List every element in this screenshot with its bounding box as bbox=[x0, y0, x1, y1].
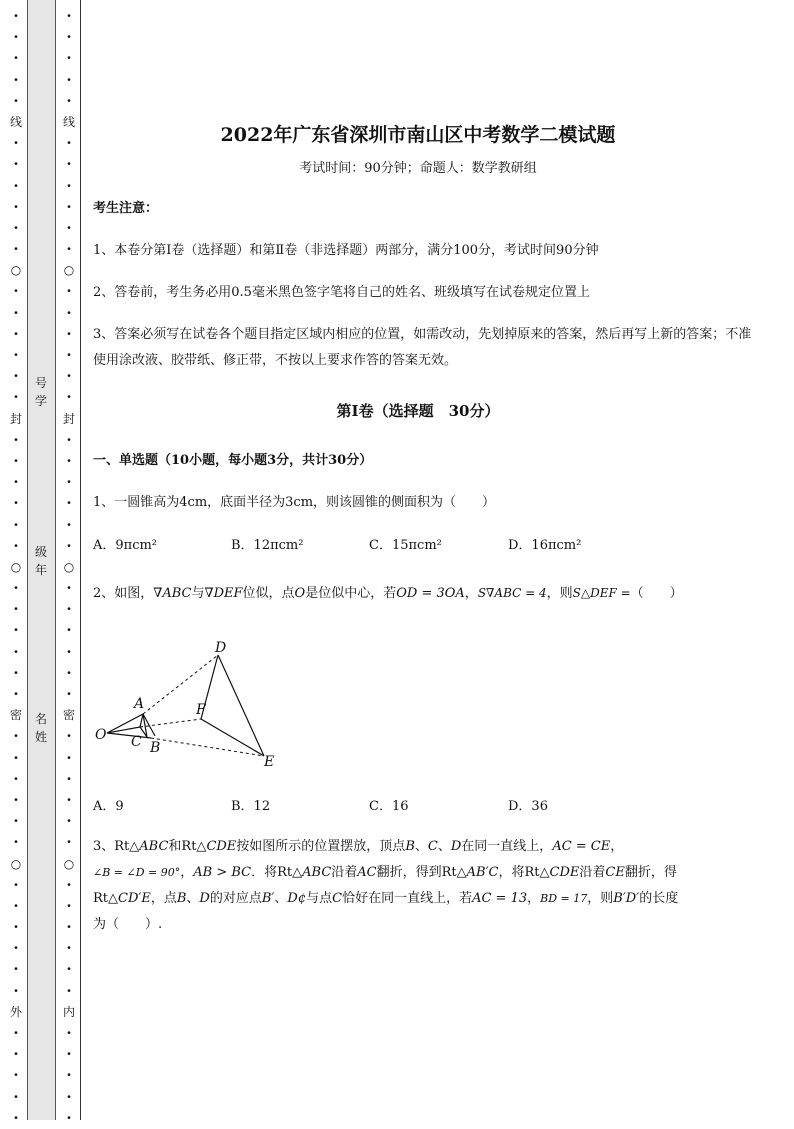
seal-char-xian: 线 bbox=[10, 114, 23, 129]
section-title: 第Ⅰ卷（选择题 30分） bbox=[336, 402, 500, 420]
dashed-BE bbox=[151, 738, 264, 756]
similar-triangles-figure bbox=[93, 635, 293, 770]
label-E: E bbox=[264, 754, 275, 770]
field-label-student-number: 号学 bbox=[34, 376, 47, 408]
question-1-option-d: D．16πcm² bbox=[508, 538, 582, 553]
field-label-grade: 级年 bbox=[34, 545, 47, 577]
label-B: B bbox=[150, 740, 161, 756]
question-3-line-2: ∠B = ∠D = 90°，AB > BC．将Rt△ABC沿着AC翻折，得到Rt△AB′C，将Rt△CDE沿着CE翻折，得 bbox=[93, 865, 677, 880]
label-D: D bbox=[215, 640, 227, 656]
label-F: F bbox=[196, 702, 206, 718]
exam-subtitle: 考试时间：90分钟；命题人：数学教研组 bbox=[299, 161, 537, 176]
outer-seal-column: · · · · · 线 · · · · · · ○ · · · · · · 封 · · · · · · ○ · · · · · · 密 · · · · · · ○ · · · · · · 外 · · · · · bbox=[10, 7, 23, 1127]
dashed-AD bbox=[143, 655, 218, 714]
field-label-name: 名姓 bbox=[34, 712, 47, 744]
part-heading: 一、单选题（10小题，每小题3分，共计30分） bbox=[93, 453, 373, 468]
question-1-option-a: A．9πcm² bbox=[93, 538, 158, 553]
seal-char-mi: 密 bbox=[63, 708, 76, 723]
circle-icon: ○ bbox=[63, 263, 75, 278]
notice-heading: 考生注意： bbox=[93, 201, 159, 216]
seal-char-feng: 封 bbox=[10, 411, 23, 426]
question-2-option-b: B．12 bbox=[231, 799, 271, 814]
question-3-line-4: 为（ ）. bbox=[93, 917, 163, 932]
circle-icon: ○ bbox=[63, 856, 75, 871]
question-2-option-c: C．16 bbox=[369, 799, 409, 814]
question-1-option-c: C．15πcm² bbox=[369, 538, 442, 553]
label-A: A bbox=[134, 696, 145, 712]
notice-item-2: 2、答卷前，考生务必用0.5毫米黑色签字笔将自己的姓名、班级填写在试卷规定位置上 bbox=[93, 285, 590, 300]
circle-icon: ○ bbox=[10, 263, 22, 278]
question-2-option-a: A．9 bbox=[93, 799, 124, 814]
notice-item-3: 3、答案必须写在试卷各个题目指定区域内相应的位置，如需改动，先划掉原来的答案，然后再写上新的答案；不准使用涂改液、胶带纸、修正带，不按以上要求作答的答案无效。 bbox=[93, 327, 752, 368]
question-3-line-1: 3、Rt△ABC和Rt△CDE按如图所示的位置摆放，顶点B、C、D在同一直线上，AC = CE， bbox=[93, 839, 624, 854]
circle-icon: ○ bbox=[10, 559, 22, 574]
seal-char-mi: 密 bbox=[10, 708, 23, 723]
seal-char-wai: 外 bbox=[10, 1004, 23, 1019]
inner-seal-column: · · · · · 线 · · · · · · ○ · · · · · · 封 · · · · · · ○ · · · · · · 密 · · · · · · ○ · · · · · · 内 · · · · · bbox=[63, 7, 76, 1127]
circle-icon: ○ bbox=[10, 856, 22, 871]
seal-char-feng: 封 bbox=[63, 411, 76, 426]
question-1-option-b: B．12πcm² bbox=[231, 538, 304, 553]
question-3-line-3: Rt△CD′E，点B、D的对应点B′、D¢与点C恰好在同一直线上，若AC = 13，BD = 17，则B′D′的长度 bbox=[93, 891, 679, 906]
seal-char-xian: 线 bbox=[63, 114, 76, 129]
label-C: C bbox=[131, 734, 142, 750]
segment-DE bbox=[218, 655, 264, 756]
segment-FE bbox=[201, 719, 264, 756]
exam-title: 2022年广东省深圳市南山区中考数学二模试题 bbox=[220, 124, 616, 146]
seal-char-nei: 内 bbox=[63, 1004, 76, 1019]
question-1-stem: 1、一圆锥高为4cm，底面半径为3cm，则该圆锥的侧面积为（ ） bbox=[93, 495, 496, 510]
circle-icon: ○ bbox=[63, 559, 75, 574]
notice-item-1: 1、本卷分第Ⅰ卷（选择题）和第Ⅱ卷（非选择题）两部分，满分100分，考试时间90分钟 bbox=[93, 243, 599, 258]
label-O: O bbox=[95, 727, 107, 743]
question-2-stem: 2、如图，∇ABC与∇DEF位似，点O是位似中心，若OD = 3OA，S∇ABC = 4，则S△DEF =（ ） bbox=[93, 586, 683, 601]
question-2-option-d: D．36 bbox=[508, 799, 548, 814]
